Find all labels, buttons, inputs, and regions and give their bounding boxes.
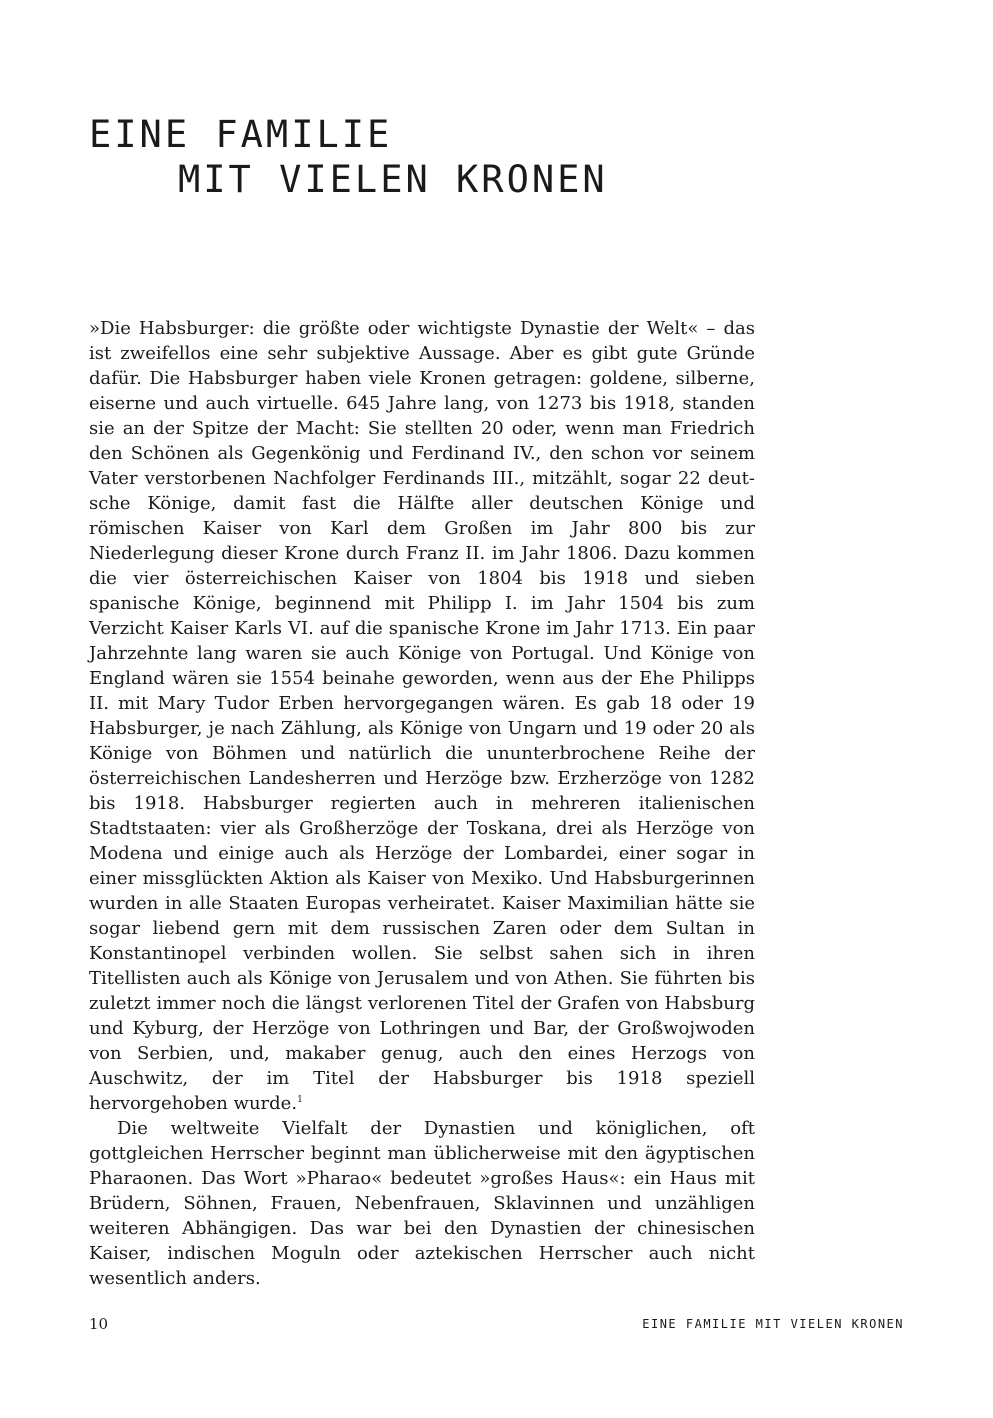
chapter-title-line-1: EINE FAMILIE (89, 113, 393, 156)
footnote-reference[interactable]: 1 (297, 1095, 303, 1105)
page-number: 10 (89, 1315, 109, 1333)
chapter-title (89, 112, 608, 202)
body-text (89, 316, 755, 1291)
chapter-title-line-2: MIT VIELEN KRONEN (178, 158, 608, 201)
running-head: EINE FAMILIE MIT VIELEN KRONEN (642, 1317, 904, 1331)
paragraph-2: Die weltweite Vielfalt der Dynastien und königlichen, oft gottgleichen Herrscher beginnt man üblicherweise mit den ägyptischen Pharaonen. Das Wort »Pharao« bedeutet »großes Haus«: ein Haus mit Brüdern, Söhnen, Frauen, Nebenfrauen, Sklavinnen und unzähligen weiteren Abhängigen. Das war bei den Dynastien der chinesischen Kaiser, indischen Moguln oder aztekischen Herrscher auch nicht wesentlich anders. (89, 1118, 755, 1289)
paragraph-1 (89, 316, 755, 1116)
paragraph-1-text: »Die Habsburger: die größte oder wichtigste Dynastie der Welt« – das ist zweifellos eine sehr subjektive Aussage. Aber es gibt gute Gründe dafür. Die Habsburger haben viele Kronen getragen: goldene, silberne, eiserne und auch virtuelle. 645 Jahre lang, von 1273 bis 1918, standen sie an der Spitze der Macht: Sie stellten 20 oder, wenn man Friedrich den Schönen als Gegenkönig und Ferdinand IV., den schon vor seinem Vater verstorbenen Nachfolger Ferdinands III., mitzählt, sogar 22 deutsche Könige, damit fast die Hälfte aller deutschen Könige und römischen Kaiser von Karl dem Großen im Jahr 800 bis zur Niederlegung dieser Krone durch Franz II. im Jahr 1806. Dazu kommen die vier österreichischen Kaiser von 1804 bis 1918 und sieben spanische Könige, beginnend mit Philipp I. im Jahr 1504 bis zum Verzicht Kaiser Karls VI. auf die spanische Krone im Jahr 1713. Ein paar Jahrzehnte lang waren sie auch Könige von Portugal. Und Könige von England wären sie 1554 beinahe geworden, wenn aus der Ehe Philipps II. mit Mary Tudor Erben hervorgegangen wären. Es gab 18 oder 19 Habsburger, je nach Zählung, als Könige von Ungarn und 19 oder 20 als Könige von Böhmen und natürlich die ununterbrochene Reihe der österreichischen Landesherren und Herzöge bzw. Erzherzöge von 1282 bis 1918. Habsburger regierten auch in mehreren italienischen Stadtstaaten: vier als Großherzöge der Toskana, drei als Herzöge von Modena und einige auch als Herzöge der Lombardei, einer sogar in einer missglückten Aktion als Kaiser von Mexiko. Und Habsburgerinnen wurden in alle Staaten Europas verheiratet. Kaiser Maximilian hätte sie sogar liebend gern mit dem russischen Zaren oder dem Sultan in Konstantinopel verbinden wollen. Sie selbst sahen sich in ihren Titellisten auch als Könige von Jerusalem und von Athen. Sie führten bis zuletzt immer noch die längst verlorenen Titel der Grafen von Habsburg und Kyburg, der Herzöge von Lothringen und Bar, der Großwojwoden von Serbien, und, makaber genug, auch den eines Herzogs von Auschwitz, der im Titel der Habsburger bis 1918 speziell hervorgehoben wurde. (89, 318, 755, 1114)
